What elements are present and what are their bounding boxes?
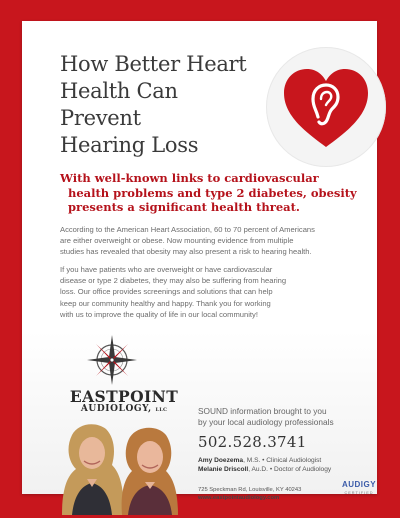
logo-sub-text: AUDIOLOGY, [80,404,152,414]
phone-number[interactable]: 502.528.3741 [198,433,307,451]
audigy-certified-label: CERTIFIED [344,491,374,495]
body-line: are either overweight or obese. Now mounting evidence from multiple [60,236,294,246]
audigy-wordmark: AUDIGY [341,480,377,489]
headline [60,51,260,159]
headline-line: Hearing Loss [60,133,199,157]
staff-entry [198,457,388,466]
staff-entry [198,466,388,475]
audigy-certified-badge [338,480,380,502]
body-line: studies has revealed that obesity may also present a risk to hearing health. [60,247,312,257]
flyer-panel [22,21,377,502]
staff-photo [54,417,186,515]
staff-list [198,457,388,474]
body-line: loss. Our office provides screenings and solutions that can help [60,287,273,297]
body-line: If you have patients who are overweight or have cardiovascular [60,265,273,274]
logo-name: EASTPOINT [69,387,179,406]
website-link[interactable]: www.eastpointaudiology.com [198,495,280,502]
body-line: keep our community healthy and happy. Thank you for working [60,298,271,308]
subhead [60,171,357,215]
staff-name: Amy Doezema [198,457,244,464]
staff-title: , M.S. • Clinical Audiologist [243,457,322,464]
body-paragraph-1 [60,224,360,258]
body-paragraph-2 [60,264,360,320]
logo-llc: LLC [155,407,168,413]
body-line: disease or type 2 diabetes, they may also be suffering from hearing [60,276,287,286]
staff-title: , Au.D. • Doctor of Audiology [248,465,332,473]
street-address: 725 Speckman Rd, Louisville, KY 40243 [198,487,302,493]
body-line: with us to improve the quality of life in our local community! [60,309,258,319]
heart-ear-icon [266,47,386,167]
subhead-line: health problems and type 2 diabetes, obesity [68,185,357,200]
compass-logo-icon [86,334,138,386]
tagline-line: by your local audiology professionals [198,417,334,427]
tagline [198,406,378,428]
subhead-line: With well-known links to cardiovascular [60,171,319,185]
logo-subtitle [64,404,184,414]
heart-badge [266,47,386,167]
staff-name: Melanie Driscoll [198,465,249,473]
headline-line: How Better Heart [60,52,247,76]
subhead-line: presents a significant health threat. [68,200,300,214]
headline-line: Health Can Prevent [60,79,178,130]
tagline-line: SOUND information brought to you [198,406,327,416]
body-line: According to the American Heart Association, 60 to 70 percent of Americans [60,225,315,234]
